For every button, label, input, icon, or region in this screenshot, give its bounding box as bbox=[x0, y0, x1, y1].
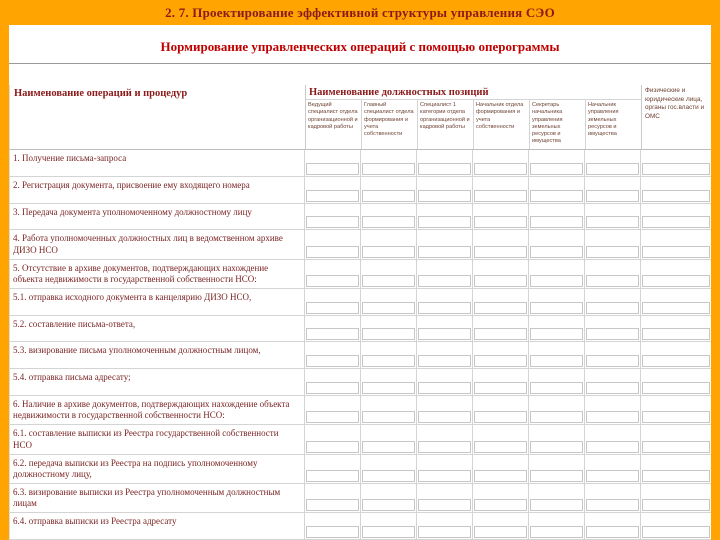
mark-cell bbox=[641, 316, 711, 343]
operogram-cell-box bbox=[362, 163, 415, 175]
operogram-cell-box bbox=[530, 526, 583, 538]
operogram-cell-box bbox=[586, 216, 639, 228]
mark-cell bbox=[417, 484, 473, 513]
mark-cell bbox=[585, 316, 641, 343]
operogram-cell-box bbox=[474, 275, 527, 287]
operogram-cell-box bbox=[530, 470, 583, 482]
operogram-cell-box bbox=[418, 499, 471, 511]
mark-cell bbox=[473, 369, 529, 396]
operogram-cell-box bbox=[474, 216, 527, 228]
table-row bbox=[9, 260, 711, 289]
mark-cell bbox=[473, 513, 529, 540]
table-row bbox=[9, 455, 711, 484]
position-header: Начальник управления земельных ресурсов и имущества bbox=[586, 99, 642, 149]
operogram-cell-box bbox=[642, 190, 710, 202]
operogram-cell-box bbox=[362, 499, 415, 511]
operogram-cell-box bbox=[306, 441, 359, 453]
mark-cell bbox=[585, 425, 641, 454]
mark-cell bbox=[305, 342, 361, 369]
mark-cell bbox=[529, 369, 585, 396]
operation-row-label: 5. Отсутствие в архиве документов, подтверждающих нахождение объекта недвижимости в государственной собственности НСО: bbox=[9, 260, 305, 289]
operogram-cell-box bbox=[418, 470, 471, 482]
mark-cell bbox=[417, 455, 473, 484]
operogram-cell-box bbox=[642, 246, 710, 258]
operation-row-label: 6.3. визирование выписки из Реестра уполномоченным должностным лицам bbox=[9, 484, 305, 513]
mark-cell bbox=[585, 342, 641, 369]
operation-row-label: 2. Регистрация документа, присвоение ему входящего номера bbox=[9, 177, 305, 204]
mark-cell bbox=[529, 342, 585, 369]
mark-cell bbox=[305, 316, 361, 343]
operation-row-label: 5.2. составление письма-ответа, bbox=[9, 316, 305, 343]
operogram-cell-box bbox=[642, 302, 710, 314]
table-row bbox=[9, 342, 711, 369]
operogram-cell-box bbox=[474, 190, 527, 202]
left-accent-strip bbox=[0, 25, 9, 540]
operogram-cell-box bbox=[418, 355, 471, 367]
operogram-cell-box bbox=[530, 190, 583, 202]
mark-cell bbox=[529, 150, 585, 177]
operogram-cell-box bbox=[418, 275, 471, 287]
mark-cell bbox=[641, 342, 711, 369]
mark-cell bbox=[529, 455, 585, 484]
operation-row-label: 6.2. передача выписки из Реестра на подпись уполномоченному должностному лицу, bbox=[9, 455, 305, 484]
operogram-cell-box bbox=[306, 411, 359, 423]
operogram-cell-box bbox=[418, 382, 471, 394]
operogram-cell-box bbox=[642, 499, 710, 511]
mark-cell bbox=[361, 204, 417, 231]
mark-cell bbox=[641, 260, 711, 289]
mark-cell bbox=[473, 260, 529, 289]
mark-cell bbox=[305, 150, 361, 177]
operation-row-label: 4. Работа уполномоченных должностных лиц в ведомственном архиве ДИЗО НСО bbox=[9, 230, 305, 259]
table-row bbox=[9, 369, 711, 396]
operogram-cell-box bbox=[642, 163, 710, 175]
operogram-cell-box bbox=[586, 382, 639, 394]
operation-row-label: 3. Передача документа уполномоченному должностному лицу bbox=[9, 204, 305, 231]
operogram-cell-box bbox=[418, 328, 471, 340]
operogram-cell-box bbox=[362, 302, 415, 314]
operogram-cell-box bbox=[362, 355, 415, 367]
mark-cell bbox=[529, 396, 585, 425]
operogram-cell-box bbox=[530, 328, 583, 340]
operogram-cell-box bbox=[530, 246, 583, 258]
mark-cell bbox=[305, 455, 361, 484]
mark-cell bbox=[361, 455, 417, 484]
mark-cell bbox=[361, 316, 417, 343]
operogram-cell-box bbox=[418, 441, 471, 453]
mark-cell bbox=[641, 150, 711, 177]
operogram-cell-box bbox=[530, 302, 583, 314]
mark-cell bbox=[641, 289, 711, 316]
mark-cell bbox=[641, 513, 711, 540]
mark-cell bbox=[585, 230, 641, 259]
slide-header-bar bbox=[0, 0, 720, 25]
mark-cell bbox=[361, 289, 417, 316]
mark-cell bbox=[417, 260, 473, 289]
mark-cell bbox=[529, 289, 585, 316]
operogram-cell-box bbox=[474, 328, 527, 340]
operogram-cell-box bbox=[642, 355, 710, 367]
operogram-cell-box bbox=[362, 190, 415, 202]
operogram-cell-box bbox=[418, 216, 471, 228]
mark-cell bbox=[361, 513, 417, 540]
mark-cell bbox=[585, 369, 641, 396]
operogram-cell-box bbox=[418, 411, 471, 423]
mark-cell bbox=[417, 316, 473, 343]
mark-cell bbox=[473, 150, 529, 177]
mark-cell bbox=[641, 204, 711, 231]
mark-cell bbox=[585, 150, 641, 177]
mark-cell bbox=[641, 230, 711, 259]
mark-cell bbox=[641, 369, 711, 396]
position-header: Специалист 1 категории отдела организационной и кадровой работы bbox=[418, 99, 474, 149]
mark-cell bbox=[529, 204, 585, 231]
position-subheaders bbox=[306, 99, 641, 149]
operation-row-label: 1. Получение письма-запроса bbox=[9, 150, 305, 177]
operogram-cell-box bbox=[474, 302, 527, 314]
operogram-cell-box bbox=[306, 190, 359, 202]
table-row bbox=[9, 316, 711, 343]
operogram-cell-box bbox=[418, 163, 471, 175]
mark-cell bbox=[473, 289, 529, 316]
mark-cell bbox=[529, 260, 585, 289]
operogram-cell-box bbox=[586, 275, 639, 287]
mark-cell bbox=[585, 484, 641, 513]
mark-cell bbox=[641, 484, 711, 513]
mark-cell bbox=[641, 177, 711, 204]
operogram-cell-box bbox=[306, 328, 359, 340]
mark-cell bbox=[585, 204, 641, 231]
operogram-cell-box bbox=[530, 275, 583, 287]
mark-cell bbox=[529, 177, 585, 204]
mark-cell bbox=[417, 177, 473, 204]
operogram-cell-box bbox=[306, 382, 359, 394]
operogram-cell-box bbox=[586, 246, 639, 258]
operogram-cell-box bbox=[306, 355, 359, 367]
mark-cell bbox=[305, 204, 361, 231]
operogram-cell-box bbox=[306, 470, 359, 482]
table-row bbox=[9, 484, 711, 513]
operogram-cell-box bbox=[306, 302, 359, 314]
mark-cell bbox=[585, 260, 641, 289]
mark-cell bbox=[305, 513, 361, 540]
operogram-cell-box bbox=[418, 302, 471, 314]
slide-subtitle: Нормирование управленческих операций с помощью оперограммы bbox=[160, 39, 560, 54]
operogram-cell-box bbox=[586, 411, 639, 423]
operations-column-header: Наименование операций и процедур bbox=[10, 85, 306, 149]
operogram-cell-box bbox=[642, 382, 710, 394]
table-row bbox=[9, 289, 711, 316]
table-row bbox=[9, 177, 711, 204]
operation-row-label: 5.3. визирование письма уполномоченным должностным лицом, bbox=[9, 342, 305, 369]
operogram-cell-box bbox=[586, 355, 639, 367]
mark-cell bbox=[361, 177, 417, 204]
operogram-cell-box bbox=[418, 526, 471, 538]
mark-cell bbox=[529, 484, 585, 513]
operation-row-label: 6.4. отправка выписки из Реестра адресату bbox=[9, 513, 305, 540]
operation-row-label: 6. Наличие в архиве документов, подтверждающих нахождение объекта недвижимости в государственной собственности НСО: bbox=[9, 396, 305, 425]
mark-cell bbox=[305, 289, 361, 316]
slide-title: 2. 7. Проектирование эффективной структуры управления СЭО bbox=[165, 4, 555, 20]
operogram-cell-box bbox=[586, 526, 639, 538]
positions-header-group bbox=[306, 85, 642, 149]
operogram-cell-box bbox=[586, 163, 639, 175]
operogram-cell-box bbox=[586, 441, 639, 453]
mark-cell bbox=[361, 230, 417, 259]
operation-row-label: 6.1. составление выписки из Реестра государственной собственности НСО bbox=[9, 425, 305, 454]
mark-cell bbox=[641, 425, 711, 454]
mark-cell bbox=[417, 342, 473, 369]
mark-cell bbox=[473, 455, 529, 484]
mark-cell bbox=[361, 396, 417, 425]
mark-cell bbox=[585, 177, 641, 204]
table-header bbox=[9, 85, 711, 150]
operogram-cell-box bbox=[530, 355, 583, 367]
mark-cell bbox=[305, 369, 361, 396]
operogram-cell-box bbox=[418, 190, 471, 202]
mark-cell bbox=[641, 396, 711, 425]
operogram-cell-box bbox=[362, 275, 415, 287]
operogram-cell-box bbox=[530, 216, 583, 228]
mark-cell bbox=[473, 230, 529, 259]
operogram-cell-box bbox=[586, 499, 639, 511]
table-row bbox=[9, 150, 711, 177]
mark-cell bbox=[305, 484, 361, 513]
divider-line bbox=[9, 63, 711, 64]
operogram-cell-box bbox=[418, 246, 471, 258]
mark-cell bbox=[529, 316, 585, 343]
mark-cell bbox=[305, 260, 361, 289]
operogram-cell-box bbox=[306, 499, 359, 511]
mark-cell bbox=[361, 342, 417, 369]
operogram-cell-box bbox=[306, 526, 359, 538]
operogram-cell-box bbox=[362, 328, 415, 340]
operogram-cell-box bbox=[306, 216, 359, 228]
operogram-cell-box bbox=[474, 441, 527, 453]
slide-content bbox=[9, 25, 711, 540]
mark-cell bbox=[305, 396, 361, 425]
operogram-cell-box bbox=[362, 470, 415, 482]
operogram-cell-box bbox=[642, 328, 710, 340]
mark-cell bbox=[473, 484, 529, 513]
position-header: Ведущий специалист отдела организационной и кадровой работы bbox=[306, 99, 362, 149]
table-body bbox=[9, 150, 711, 540]
mark-cell bbox=[473, 316, 529, 343]
operogram-cell-box bbox=[586, 302, 639, 314]
operogram-cell-box bbox=[474, 246, 527, 258]
mark-cell bbox=[585, 396, 641, 425]
operogram-table bbox=[9, 85, 711, 540]
table-row bbox=[9, 396, 711, 425]
mark-cell bbox=[585, 513, 641, 540]
table-row bbox=[9, 513, 711, 540]
mark-cell bbox=[361, 425, 417, 454]
operogram-cell-box bbox=[306, 275, 359, 287]
operogram-cell-box bbox=[586, 470, 639, 482]
table-row bbox=[9, 204, 711, 231]
operogram-cell-box bbox=[362, 411, 415, 423]
operogram-cell-box bbox=[474, 355, 527, 367]
operogram-cell-box bbox=[642, 526, 710, 538]
operogram-cell-box bbox=[362, 246, 415, 258]
operogram-cell-box bbox=[474, 382, 527, 394]
right-accent-strip bbox=[711, 25, 720, 540]
operation-row-label: 5.4. отправка письма адресату; bbox=[9, 369, 305, 396]
operation-row-label: 5.1. отправка исходного документа в канцелярию ДИЗО НСО, bbox=[9, 289, 305, 316]
table-row bbox=[9, 425, 711, 454]
operogram-cell-box bbox=[530, 163, 583, 175]
position-header: Начальник отдела формирования и учета собственности bbox=[474, 99, 530, 149]
operogram-cell-box bbox=[586, 190, 639, 202]
operogram-cell-box bbox=[474, 499, 527, 511]
mark-cell bbox=[529, 513, 585, 540]
operogram-cell-box bbox=[362, 382, 415, 394]
mark-cell bbox=[417, 513, 473, 540]
mark-cell bbox=[305, 230, 361, 259]
operogram-cell-box bbox=[586, 328, 639, 340]
operogram-cell-box bbox=[642, 470, 710, 482]
external-column-header: Физические и юридические лица, органы гос.власти и ОМС bbox=[645, 87, 705, 120]
mark-cell bbox=[417, 230, 473, 259]
mark-cell bbox=[361, 484, 417, 513]
mark-cell bbox=[361, 369, 417, 396]
mark-cell bbox=[417, 289, 473, 316]
mark-cell bbox=[417, 150, 473, 177]
operogram-cell-box bbox=[474, 526, 527, 538]
mark-cell bbox=[417, 425, 473, 454]
mark-cell bbox=[473, 342, 529, 369]
mark-cell bbox=[417, 396, 473, 425]
operogram-cell-box bbox=[306, 246, 359, 258]
mark-cell bbox=[473, 425, 529, 454]
mark-cell bbox=[529, 230, 585, 259]
operogram-cell-box bbox=[362, 526, 415, 538]
operogram-cell-box bbox=[474, 163, 527, 175]
operogram-cell-box bbox=[306, 163, 359, 175]
mark-cell bbox=[585, 455, 641, 484]
operogram-cell-box bbox=[530, 411, 583, 423]
operogram-cell-box bbox=[642, 441, 710, 453]
mark-cell bbox=[585, 289, 641, 316]
mark-cell bbox=[417, 369, 473, 396]
operogram-cell-box bbox=[642, 216, 710, 228]
mark-cell bbox=[529, 425, 585, 454]
position-header: Главный специалист отдела формирования и учета собственности bbox=[362, 99, 418, 149]
operogram-cell-box bbox=[642, 275, 710, 287]
mark-cell bbox=[417, 204, 473, 231]
position-header: Секретарь начальника управления земельных ресурсов и имущества bbox=[530, 99, 586, 149]
positions-group-header: Наименование должностных позиций bbox=[309, 87, 489, 98]
mark-cell bbox=[473, 204, 529, 231]
operogram-cell-box bbox=[530, 441, 583, 453]
mark-cell bbox=[361, 150, 417, 177]
operogram-cell-box bbox=[642, 411, 710, 423]
mark-cell bbox=[305, 177, 361, 204]
table-row bbox=[9, 230, 711, 259]
operogram-cell-box bbox=[362, 216, 415, 228]
mark-cell bbox=[361, 260, 417, 289]
operogram-cell-box bbox=[530, 499, 583, 511]
mark-cell bbox=[641, 455, 711, 484]
operogram-cell-box bbox=[474, 470, 527, 482]
mark-cell bbox=[305, 425, 361, 454]
operogram-cell-box bbox=[530, 382, 583, 394]
mark-cell bbox=[473, 396, 529, 425]
operogram-cell-box bbox=[362, 441, 415, 453]
operogram-cell-box bbox=[474, 411, 527, 423]
mark-cell bbox=[473, 177, 529, 204]
